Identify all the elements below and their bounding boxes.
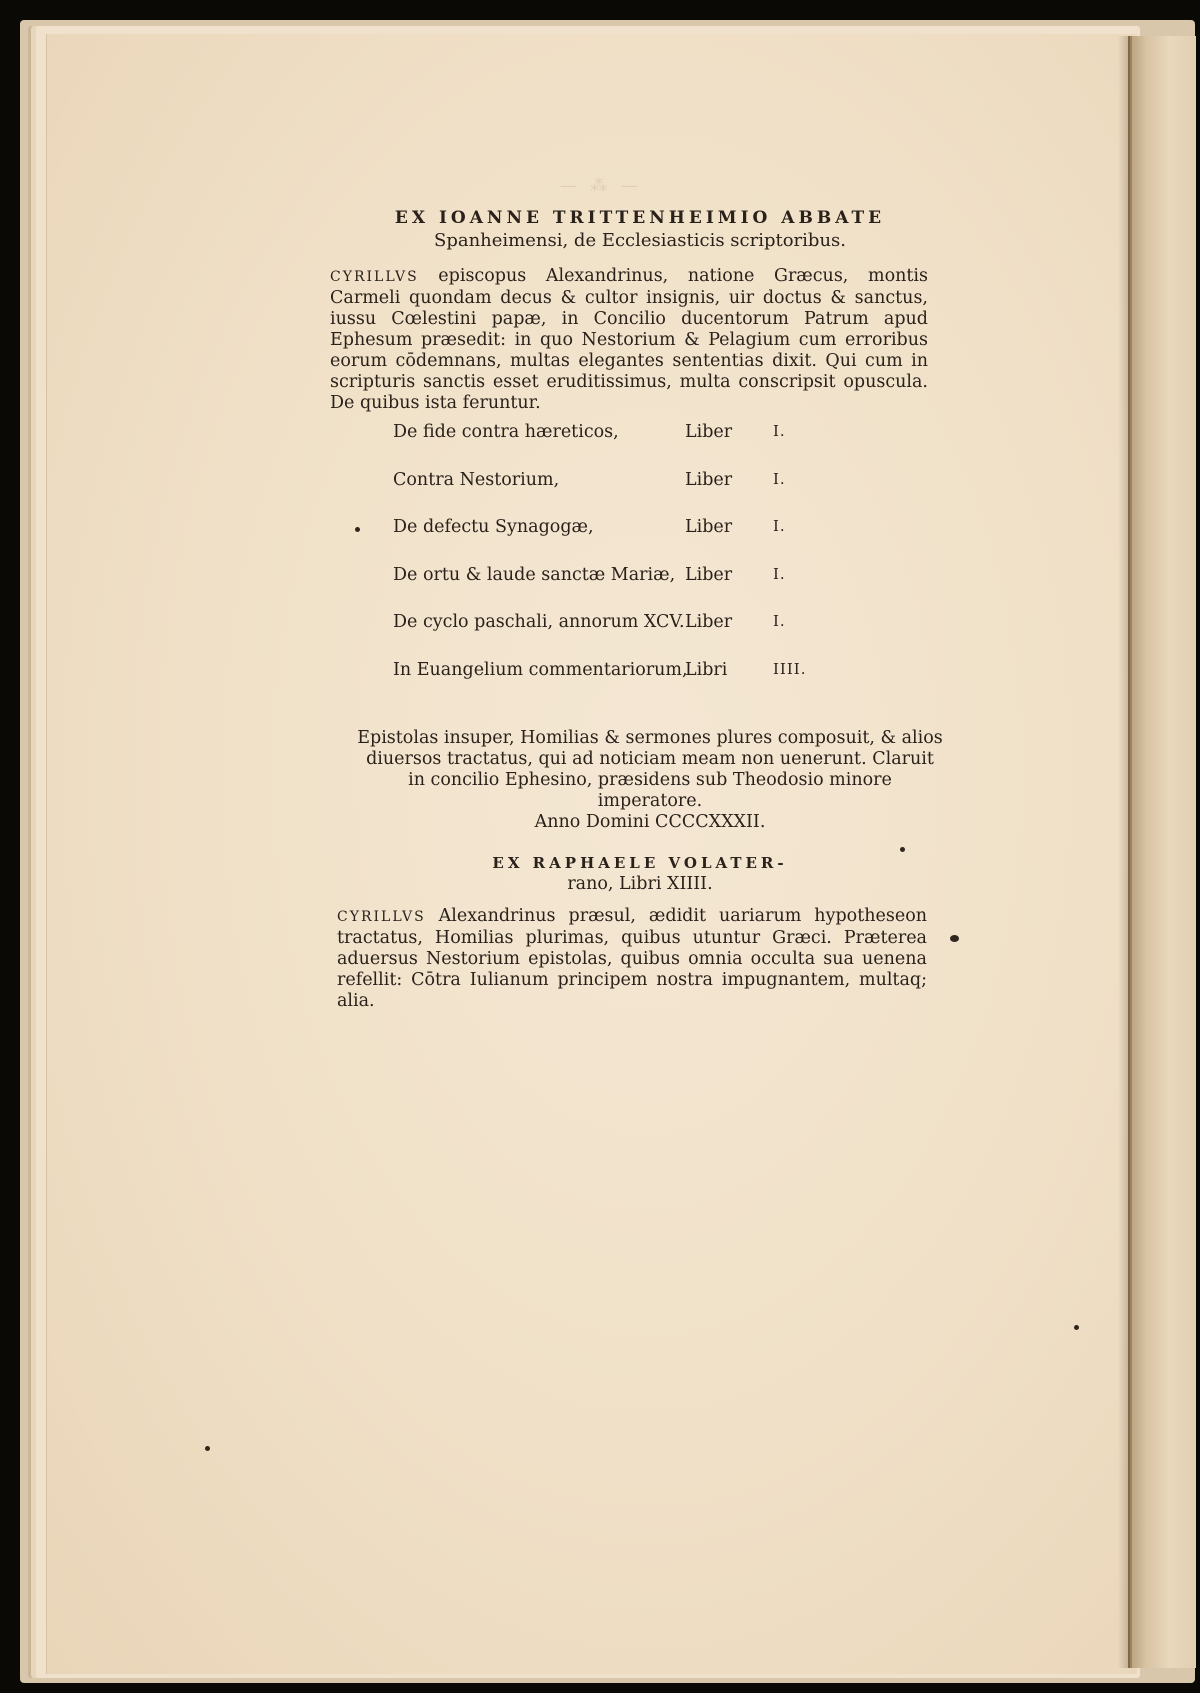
list-item <box>393 470 853 518</box>
work-title: De defectu Synagogæ, <box>393 517 594 537</box>
ink-speck <box>1074 1325 1079 1330</box>
paragraph-body: episcopus Alexandrinus, natione Græcus, montis Carmeli quondam decus & cultor insignis, uir doctus & sanctus, iussu Cœlestini papæ, in Concilio ducentorum Patrum apud Ephesum præsedit: in quo Nestorium & Pelagium cum erroribus eorum cōdemnans, multas elegantes sententias dixit. Qui cum in scripturis sanctis esset eruditissimus, multa conscripsit opuscula. De quibus ista feruntur. <box>330 266 928 413</box>
list-item <box>393 565 853 613</box>
section-subheading-trittenheim: Spanheimensi, de Ecclesiasticis scriptoribus. <box>434 230 846 251</box>
ink-speck <box>900 847 905 852</box>
work-unit: Liber <box>685 422 733 442</box>
work-count: I. <box>773 564 786 583</box>
ink-speck <box>355 527 360 532</box>
ink-speck <box>205 1446 210 1451</box>
section-heading-volaterrano: EX RAPHAELE VOLATER- <box>492 854 788 872</box>
work-count: I. <box>773 422 786 440</box>
work-unit: Liber <box>685 469 733 490</box>
list-item <box>393 660 853 708</box>
work-count: IIII. <box>773 659 807 678</box>
paragraph-date: Anno Domini CCCCXXXII. <box>534 812 766 832</box>
paragraph-lead-word: CYRILLVS <box>337 909 426 925</box>
paragraph-epistolas <box>357 728 943 833</box>
list-item <box>393 612 853 660</box>
ink-blot <box>950 935 959 942</box>
work-title: De cyclo paschali, annorum XCV. <box>393 612 685 632</box>
paragraph-cyrillus-volaterrano <box>337 906 927 1012</box>
work-title: De ortu & laude sanctæ Mariæ, <box>393 564 676 585</box>
paragraph-cyrillus-trittenheim <box>330 266 928 414</box>
bleed-through-text: — ⁂ — <box>560 176 642 196</box>
work-count: I. <box>773 469 786 488</box>
list-item <box>393 517 853 565</box>
work-unit: Liber <box>685 612 733 632</box>
work-title: De fide contra hæreticos, <box>393 422 619 442</box>
list-item <box>393 422 853 470</box>
paragraph-lead-word: CYRILLVS <box>330 269 419 285</box>
works-list <box>393 422 853 707</box>
work-count: I. <box>773 612 786 630</box>
section-subheading-volaterrano: rano, Libri XIIII. <box>567 874 713 894</box>
work-title: Contra Nestorium, <box>393 469 560 490</box>
paragraph-body: Epistolas insuper, Homilias & sermones plures composuit, & alios diuersos tractatus, qui ad noticiam meam non uenerunt. Claruit in concilio Ephesino, præsidens sub Theodosio minore imperatore. <box>357 728 943 811</box>
work-title: In Euangelium commentariorum, <box>393 659 688 680</box>
work-unit: Libri <box>685 659 728 680</box>
work-count: I. <box>773 517 786 535</box>
section-heading-trittenheim: EX IOANNE TRITTENHEIMIO ABBATE <box>394 208 886 228</box>
work-unit: Liber <box>685 564 733 585</box>
paragraph-body: Alexandrinus præsul, ædidit uariarum hypotheseon tractatus, Homilias plurimas, quibus utuntur Græci. Præterea aduersus Nestorium epistolas, quibus omnia occulta sua uenena refellit: Cōtra Iulianum principem nostra impugnantem, multaq; alia. <box>337 906 927 1011</box>
work-unit: Liber <box>685 517 733 537</box>
